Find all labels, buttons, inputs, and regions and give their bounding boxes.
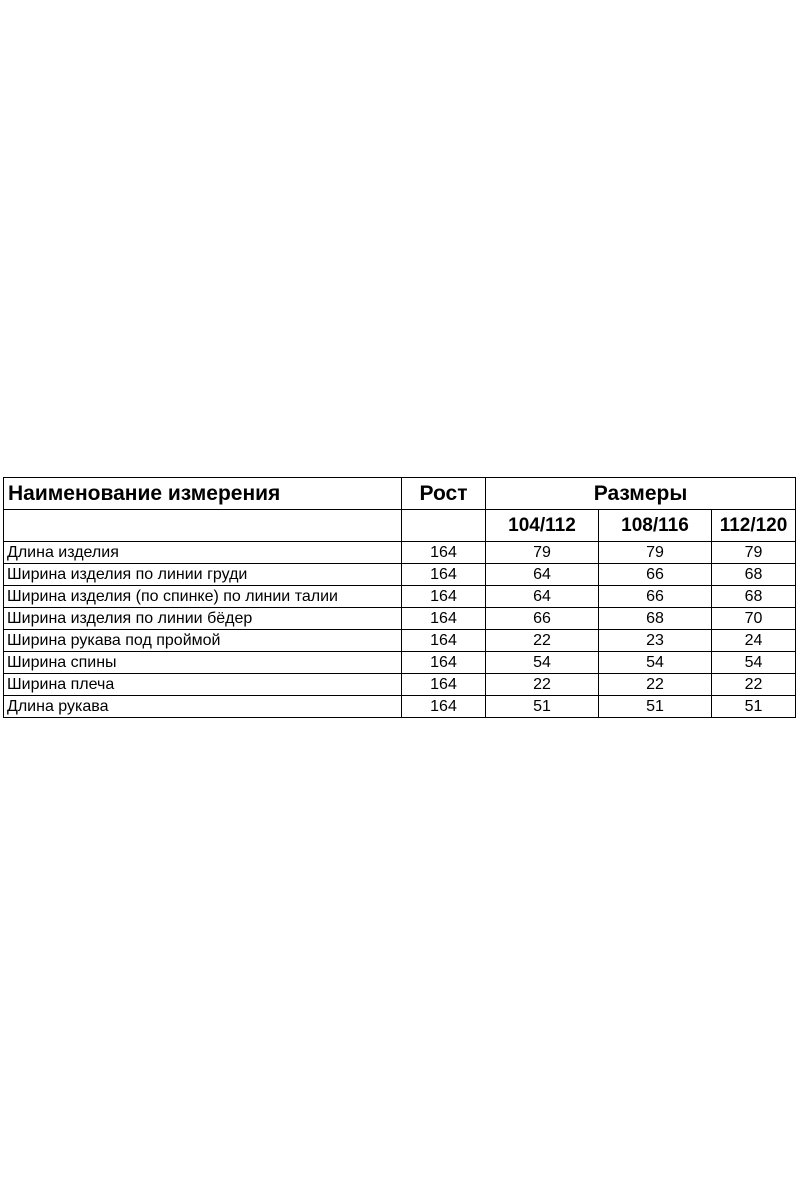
size-value: 79 <box>599 542 712 564</box>
measurement-name: Длина изделия <box>4 542 402 564</box>
height-value: 164 <box>402 696 486 718</box>
measurement-name: Ширина спины <box>4 652 402 674</box>
table-body <box>4 478 796 718</box>
size-header-row <box>4 510 796 542</box>
size-value: 68 <box>712 564 796 586</box>
size-value: 54 <box>599 652 712 674</box>
size-column-header: 104/112 <box>486 510 599 542</box>
measurement-name: Ширина изделия по линии груди <box>4 564 402 586</box>
size-value: 79 <box>712 542 796 564</box>
measurement-name: Ширина плеча <box>4 674 402 696</box>
size-value: 51 <box>599 696 712 718</box>
size-value: 68 <box>599 608 712 630</box>
size-value: 54 <box>712 652 796 674</box>
size-value: 51 <box>486 696 599 718</box>
size-column-header: 112/120 <box>712 510 796 542</box>
table-row <box>4 652 796 674</box>
size-value: 68 <box>712 586 796 608</box>
header-height: Рост <box>402 478 486 510</box>
height-value: 164 <box>402 608 486 630</box>
size-value: 22 <box>599 674 712 696</box>
size-column-header: 108/116 <box>599 510 712 542</box>
size-value: 64 <box>486 564 599 586</box>
size-value: 79 <box>486 542 599 564</box>
size-value: 70 <box>712 608 796 630</box>
header-row <box>4 478 796 510</box>
size-header-empty-height <box>402 510 486 542</box>
size-value: 51 <box>712 696 796 718</box>
table-row <box>4 674 796 696</box>
size-value: 66 <box>599 564 712 586</box>
size-value: 22 <box>486 674 599 696</box>
height-value: 164 <box>402 542 486 564</box>
measurement-name: Длина рукава <box>4 696 402 718</box>
height-value: 164 <box>402 652 486 674</box>
size-value: 22 <box>486 630 599 652</box>
table-row <box>4 608 796 630</box>
height-value: 164 <box>402 674 486 696</box>
size-value: 54 <box>486 652 599 674</box>
table-row <box>4 564 796 586</box>
size-value: 23 <box>599 630 712 652</box>
size-value: 66 <box>599 586 712 608</box>
height-value: 164 <box>402 630 486 652</box>
size-table <box>3 477 796 718</box>
table-row <box>4 696 796 718</box>
size-value: 64 <box>486 586 599 608</box>
table-row <box>4 586 796 608</box>
size-header-empty-name <box>4 510 402 542</box>
height-value: 164 <box>402 564 486 586</box>
size-value: 22 <box>712 674 796 696</box>
measurement-name: Ширина изделия по линии бёдер <box>4 608 402 630</box>
height-value: 164 <box>402 586 486 608</box>
measurement-name: Ширина рукава под проймой <box>4 630 402 652</box>
header-measurement-name: Наименование измерения <box>4 478 402 510</box>
size-value: 24 <box>712 630 796 652</box>
header-sizes: Размеры <box>486 478 796 510</box>
table-row <box>4 630 796 652</box>
table-row <box>4 542 796 564</box>
size-value: 66 <box>486 608 599 630</box>
measurement-name: Ширина изделия (по спинке) по линии талии <box>4 586 402 608</box>
